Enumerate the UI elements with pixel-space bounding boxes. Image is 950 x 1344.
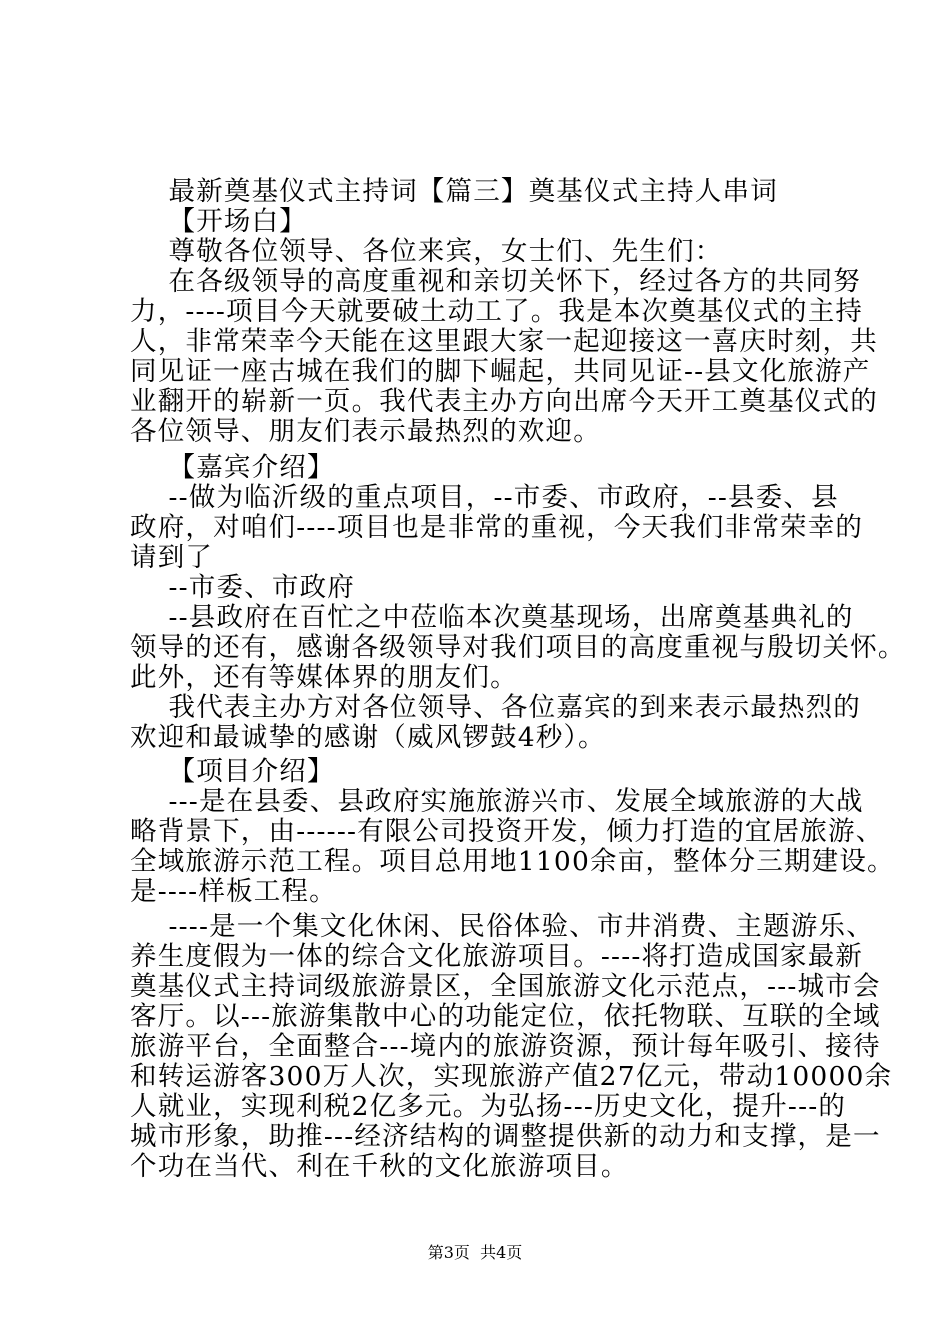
- paragraph-line: 养生度假为一体的综合文化旅游项目。----将打造成国家最新: [130, 941, 864, 972]
- section-heading-guests: 【嘉宾介绍】: [130, 452, 335, 483]
- document-title-line: 最新奠基仪式主持词【篇三】奠基仪式主持人串词: [130, 176, 778, 207]
- paragraph-line: 人，非常荣幸今天能在这里跟大家一起迎接这一喜庆时刻，共: [130, 326, 878, 357]
- paragraph-line: --市委、市政府: [130, 572, 356, 603]
- paragraph-line: --做为临沂级的重点项目，--市委、市政府，--县委、县: [130, 482, 839, 513]
- paragraph-line: 人就业，实现利税2亿多元。为弘扬---历史文化，提升---的: [130, 1091, 847, 1122]
- paragraph-line: 我代表主办方对各位领导、各位嘉宾的到来表示最热烈的: [130, 692, 861, 723]
- paragraph-line: 是----样板工程。: [130, 876, 337, 907]
- paragraph-line: ---是在县委、县政府实施旅游兴市、发展全域旅游的大战: [130, 786, 864, 817]
- paragraph-line: 个功在当代、利在千秋的文化旅游项目。: [130, 1151, 629, 1182]
- paragraph-line: 政府，对咱们----项目也是非常的重视，今天我们非常荣幸的: [130, 512, 864, 543]
- paragraph-line: 尊敬各位领导、各位来宾，女士们、先生们：: [130, 236, 723, 267]
- paragraph-line: 此外，还有等媒体界的朋友们。: [130, 662, 518, 693]
- section-heading-project: 【项目介绍】: [130, 756, 335, 787]
- paragraph-line: 同见证一座古城在我们的脚下崛起，共同见证--县文化旅游产: [130, 356, 871, 387]
- paragraph-line: 欢迎和最诚挚的感谢（威风锣鼓4秒）。: [130, 722, 606, 753]
- paragraph-line: 和转运游客300万人次，实现旅游产值27亿元，带动10000余: [130, 1061, 893, 1092]
- page-footer: 第3页 共4页: [427, 1243, 523, 1262]
- paragraph-line: 全域旅游示范工程。项目总用地1100余亩，整体分三期建设。: [130, 846, 895, 877]
- paragraph-line: 略背景下，由------有限公司投资开发，倾力打造的宜居旅游、: [130, 816, 884, 847]
- section-heading-opening: 【开场白】: [130, 206, 307, 237]
- paragraph-line: 领导的还有，感谢各级领导对我们项目的高度重视与殷切关怀。: [130, 632, 906, 663]
- paragraph-line: ----是一个集文化休闲、民俗体验、市井消费、主题游乐、: [130, 911, 874, 942]
- paragraph-line: 各位领导、朋友们表示最热烈的欢迎。: [130, 416, 601, 447]
- paragraph-line: --县政府在百忙之中莅临本次奠基现场，出席奠基典礼的: [130, 602, 854, 633]
- paragraph-line: 客厅。以---旅游集散中心的功能定位，依托物联、互联的全域: [130, 1001, 881, 1032]
- paragraph-line: 力，----项目今天就要破土动工了。我是本次奠基仪式的主持: [130, 296, 864, 327]
- paragraph-line: 请到了: [130, 542, 214, 573]
- paragraph-line: 奠基仪式主持词级旅游景区，全国旅游文化示范点，---城市会: [130, 971, 881, 1002]
- paragraph-line: 旅游平台，全面整合---境内的旅游资源，预计每年吸引、接待: [130, 1031, 881, 1062]
- paragraph-line: 在各级领导的高度重视和亲切关怀下，经过各方的共同努: [130, 266, 861, 297]
- paragraph-line: 业翻开的崭新一页。我代表主办方向出席今天开工奠基仪式的: [130, 386, 878, 417]
- paragraph-line: 城市形象，助推---经济结构的调整提供新的动力和支撑，是一: [130, 1121, 881, 1152]
